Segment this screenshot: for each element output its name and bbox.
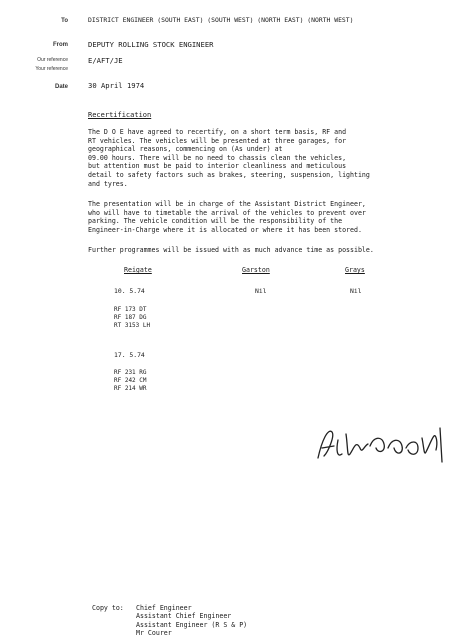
copy-recipient: Mr Courer: [136, 629, 172, 638]
para1-line: geographical reasons, commencing on (As under) at: [88, 145, 283, 154]
para1-line: RT vehicles. The vehicles will be presented at three garages, for: [88, 136, 347, 145]
vehicle-registration: RF 214 WR: [114, 385, 147, 392]
para1-line: The D O E have agreed to recertify, on a short term basis, RF and: [88, 128, 347, 136]
copy-recipient: Assistant Engineer (R S & P): [136, 620, 248, 629]
copy-recipient: Chief Engineer: [136, 604, 192, 612]
memo-heading: Recertification: [88, 111, 152, 119]
date-value: 30 April 1974: [88, 81, 145, 90]
para2-line: Engineer-in-Charge where it is allocated or where it has been stored.: [88, 225, 362, 234]
our-reference-value: E/AFT/JE: [88, 56, 123, 65]
vehicle-registration: RF 242 CM: [114, 377, 147, 384]
para1-line: 09.00 hours. There will be no need to chassis clean the vehicles,: [88, 153, 347, 162]
from-label: From: [53, 42, 68, 48]
para2-line: parking. The vehicle condition will be the responsibility of the: [88, 217, 343, 226]
paragraph-2: [88, 200, 453, 234]
schedule-date: 10. 5.74: [114, 287, 145, 295]
para2-line: who will have to timetable the arrival of the vehicles to prevent over: [88, 208, 366, 217]
date-label: Date: [54, 84, 68, 90]
garston-value: Nil: [255, 287, 267, 295]
vehicle-list: [114, 306, 150, 330]
schedule-date: 17. 5.74: [114, 351, 145, 359]
copy-to-label: Copy to:: [92, 604, 124, 612]
vehicle-registration: RF 231 RG: [114, 369, 147, 376]
signature-image: [312, 418, 450, 468]
copy-recipient: Assistant Chief Engineer: [136, 612, 232, 621]
to-value: DISTRICT ENGINEER (SOUTH EAST) (SOUTH WEST) (NORTH EAST) (NORTH WEST): [88, 16, 354, 24]
from-value: DEPUTY ROLLING STOCK ENGINEER: [88, 40, 214, 49]
para1-line: detail to safety factors such as brakes, steering, suspension, lighting: [88, 170, 370, 179]
to-label: To: [61, 18, 68, 24]
paragraph-1: [88, 128, 453, 188]
grays-value: Nil: [350, 287, 362, 295]
paragraph-3: Further programmes will be issued with as much advance time as possible.: [88, 246, 374, 254]
our-reference-label: Our reference: [37, 57, 68, 63]
vehicle-registration: RF 173 DT: [114, 306, 147, 313]
your-reference-label: Your reference: [35, 66, 68, 72]
vehicle-list: [114, 369, 147, 393]
para2-line: The presentation will be in charge of the Assistant District Engineer,: [88, 200, 366, 208]
vehicle-registration: RT 3153 LH: [114, 322, 151, 329]
copy-recipients: [136, 604, 247, 638]
para1-line: and tyres.: [88, 179, 128, 188]
para1-line: but attention must be paid to interior cleanliness and meticulous: [88, 162, 347, 171]
column-grays: Grays: [345, 266, 365, 274]
column-garston: Garston: [242, 266, 270, 274]
column-reigate: Reigate: [124, 266, 152, 274]
vehicle-registration: RF 187 DG: [114, 314, 147, 321]
